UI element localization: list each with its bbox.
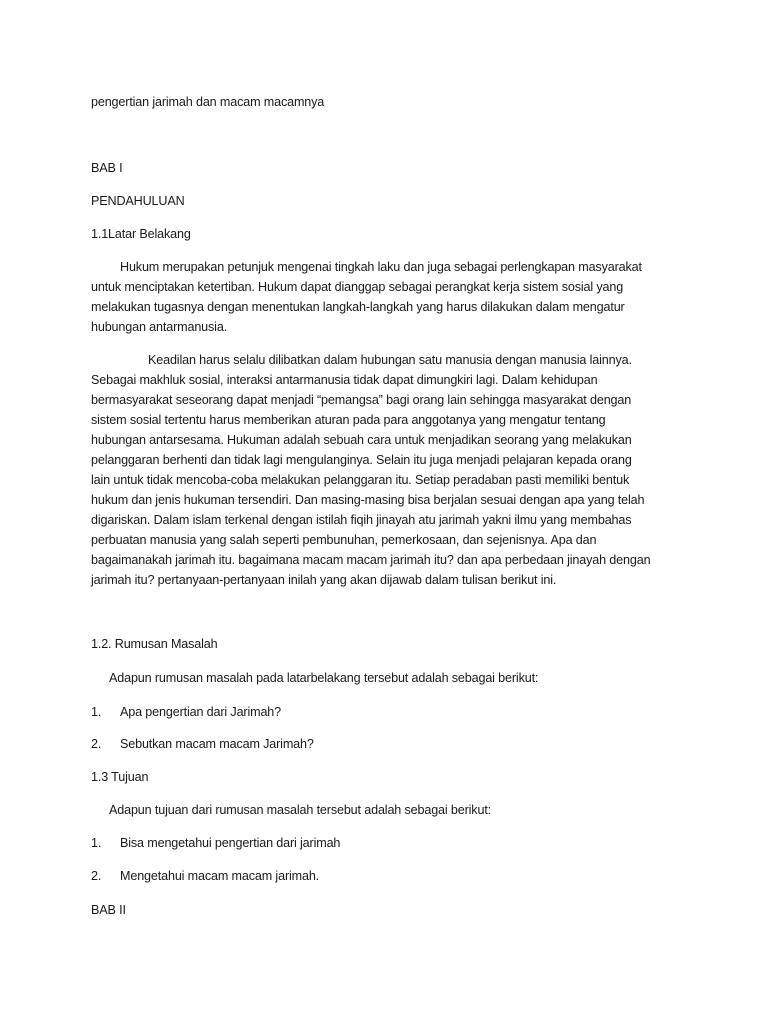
list-text: Mengetahui macam macam jarimah. xyxy=(120,869,320,883)
chapter-heading-bab-2: BAB II xyxy=(91,903,126,917)
rumusan-list-item xyxy=(91,736,314,752)
list-text: Sebutkan macam macam Jarimah? xyxy=(120,737,314,751)
paragraph-hukum: Hukum merupakan petunjuk mengenai tingkah laku dan juga sebagai perlengkapan masyarakat untuk menciptakan ketertiban. Hukum dapat dianggap sebagai perangkat kerja sistem sosial yang melakukan tugasnya dengan menentukan langkah-langkah yang harus dilakukan dalam mengatur hubungan antarmanusia. xyxy=(91,260,642,334)
heading-pendahuluan: PENDAHULUAN xyxy=(91,194,185,208)
paragraph-keadilan: Keadilan harus selalu dilibatkan dalam hubungan satu manusia dengan manusia lainnya. Sebagai makhluk sosial, interaksi antarmanusia tidak dapat dimungkiri lagi. Dalam kehidupan bermasyarakat seseorang dapat menjadi “pemangsa” bagi orang lain sehingga masyarakat dengan sistem sosial tertentu harus memberikan aturan pada para anggotanya yang mengatur tentang hubungan antarsesama. Hukuman adalah sebuah cara untuk menjadikan seorang yang melakukan pelanggaran berhenti dan tidak lagi mengulanginya. Selain itu juga menjadi pelajaran kepada orang lain untuk tidak mencoba-coba melakukan pelanggaran itu. Setiap peradaban pasti memiliki bentuk hukum dan jenis hukuman tersendiri. Dan masing-masing bisa berjalan sesuai dengan apa yang telah digariskan. Dalam islam terkenal dengan istilah fiqih jinayah atu jarimah yakni ilmu yang membahas perbuatan manusia yang salah seperti pembunuhan, pemerkosaan, dan sejenisnya. Apa dan bagaimanakah jarimah itu. bagaimana macam macam jarimah itu? dan apa perbedaan jinayah dengan jarimah itu? pertanyaan-pertanyaan inilah yang akan dijawab dalam tulisan berikut ini. xyxy=(91,353,651,587)
chapter-heading-bab-1: BAB I xyxy=(91,161,123,175)
section-heading-rumusan-masalah: 1.2. Rumusan Masalah xyxy=(91,637,218,651)
list-number: 2. xyxy=(91,869,102,883)
tujuan-list-item xyxy=(91,835,340,851)
section-heading-tujuan: 1.3 Tujuan xyxy=(91,770,149,784)
list-number: 1. xyxy=(91,705,102,719)
list-text: Bisa mengetahui pengertian dari jarimah xyxy=(120,836,341,850)
rumusan-intro: Adapun rumusan masalah pada latarbelakang tersebut adalah sebagai berikut: xyxy=(109,671,539,685)
document-title: pengertian jarimah dan macam macamnya xyxy=(91,95,325,109)
list-number: 1. xyxy=(91,836,102,850)
section-heading-latar-belakang: 1.1Latar Belakang xyxy=(91,227,191,241)
rumusan-list-item xyxy=(91,704,281,720)
tujuan-list-item xyxy=(91,868,319,884)
tujuan-intro: Adapun tujuan dari rumusan masalah tersebut adalah sebagai berikut: xyxy=(109,803,492,817)
list-number: 2. xyxy=(91,737,102,751)
list-text: Apa pengertian dari Jarimah? xyxy=(120,705,282,719)
